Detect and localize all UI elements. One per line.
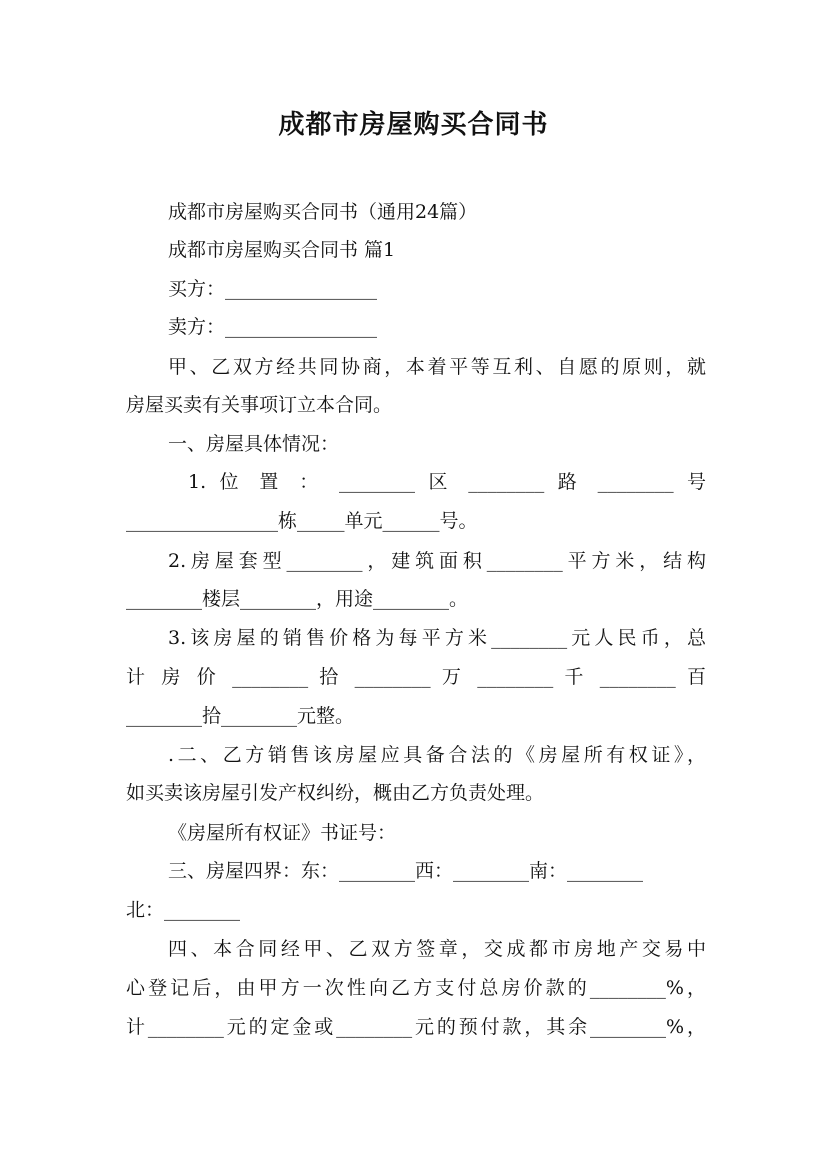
paragraph-line: 房屋买卖有关事项订立本合同。: [126, 394, 393, 416]
paragraph-line: 甲、乙双方经共同协商，本着平等互利、自愿的原则，就: [168, 356, 706, 378]
clause-heading: 一、房屋具体情况：: [168, 433, 340, 455]
document-title: 成都市房屋购买合同书: [278, 110, 549, 140]
location-line-cont: ________________栋_____单元______号。: [126, 510, 478, 532]
paragraph-line: 3.该房屋的销售价格为每平方米________元人民币，总: [168, 627, 706, 649]
seller-line: 卖方：________________: [168, 316, 378, 338]
paragraph-line: 计________元的定金或________元的预付款，其余________%，: [126, 1016, 706, 1038]
paragraph-line: 心登记后，由甲方一次性向乙方支付总房价款的________%，: [126, 977, 706, 999]
buyer-line: 买方：________________: [168, 278, 378, 300]
paragraph-line: 《房屋所有权证》书证号：: [168, 822, 397, 844]
section-heading: 成都市房屋购买合同书 篇1: [168, 239, 396, 261]
paragraph-line: ________拾________元整。: [126, 705, 355, 727]
paragraph-line: 如买卖该房屋引发产权纠纷，概由乙方负责处理。: [126, 782, 545, 804]
paragraph-line: 北：________: [126, 899, 241, 921]
paragraph-line: 2.房屋套型________，建筑面积________平方米，结构: [168, 550, 706, 572]
paragraph-line: 三、房屋四界：东：________西：________南：________: [168, 860, 644, 882]
location-line: 1. 位 置 ： ________ 区 ________ 路 ________ 号: [188, 471, 706, 493]
paragraph-line: .二、乙方销售该房屋应具备合法的《房屋所有权证》，: [168, 744, 706, 766]
subtitle-line: 成都市房屋购买合同书（通用24篇）: [168, 201, 478, 223]
paragraph-line: ________楼层________，用途________。: [126, 588, 469, 610]
paragraph-line: 四、本合同经甲、乙双方签章，交成都市房地产交易中: [168, 938, 706, 960]
paragraph-line: 计 房 价 ________ 拾 ________ 万 ________ 千 ________ 百: [126, 666, 706, 688]
